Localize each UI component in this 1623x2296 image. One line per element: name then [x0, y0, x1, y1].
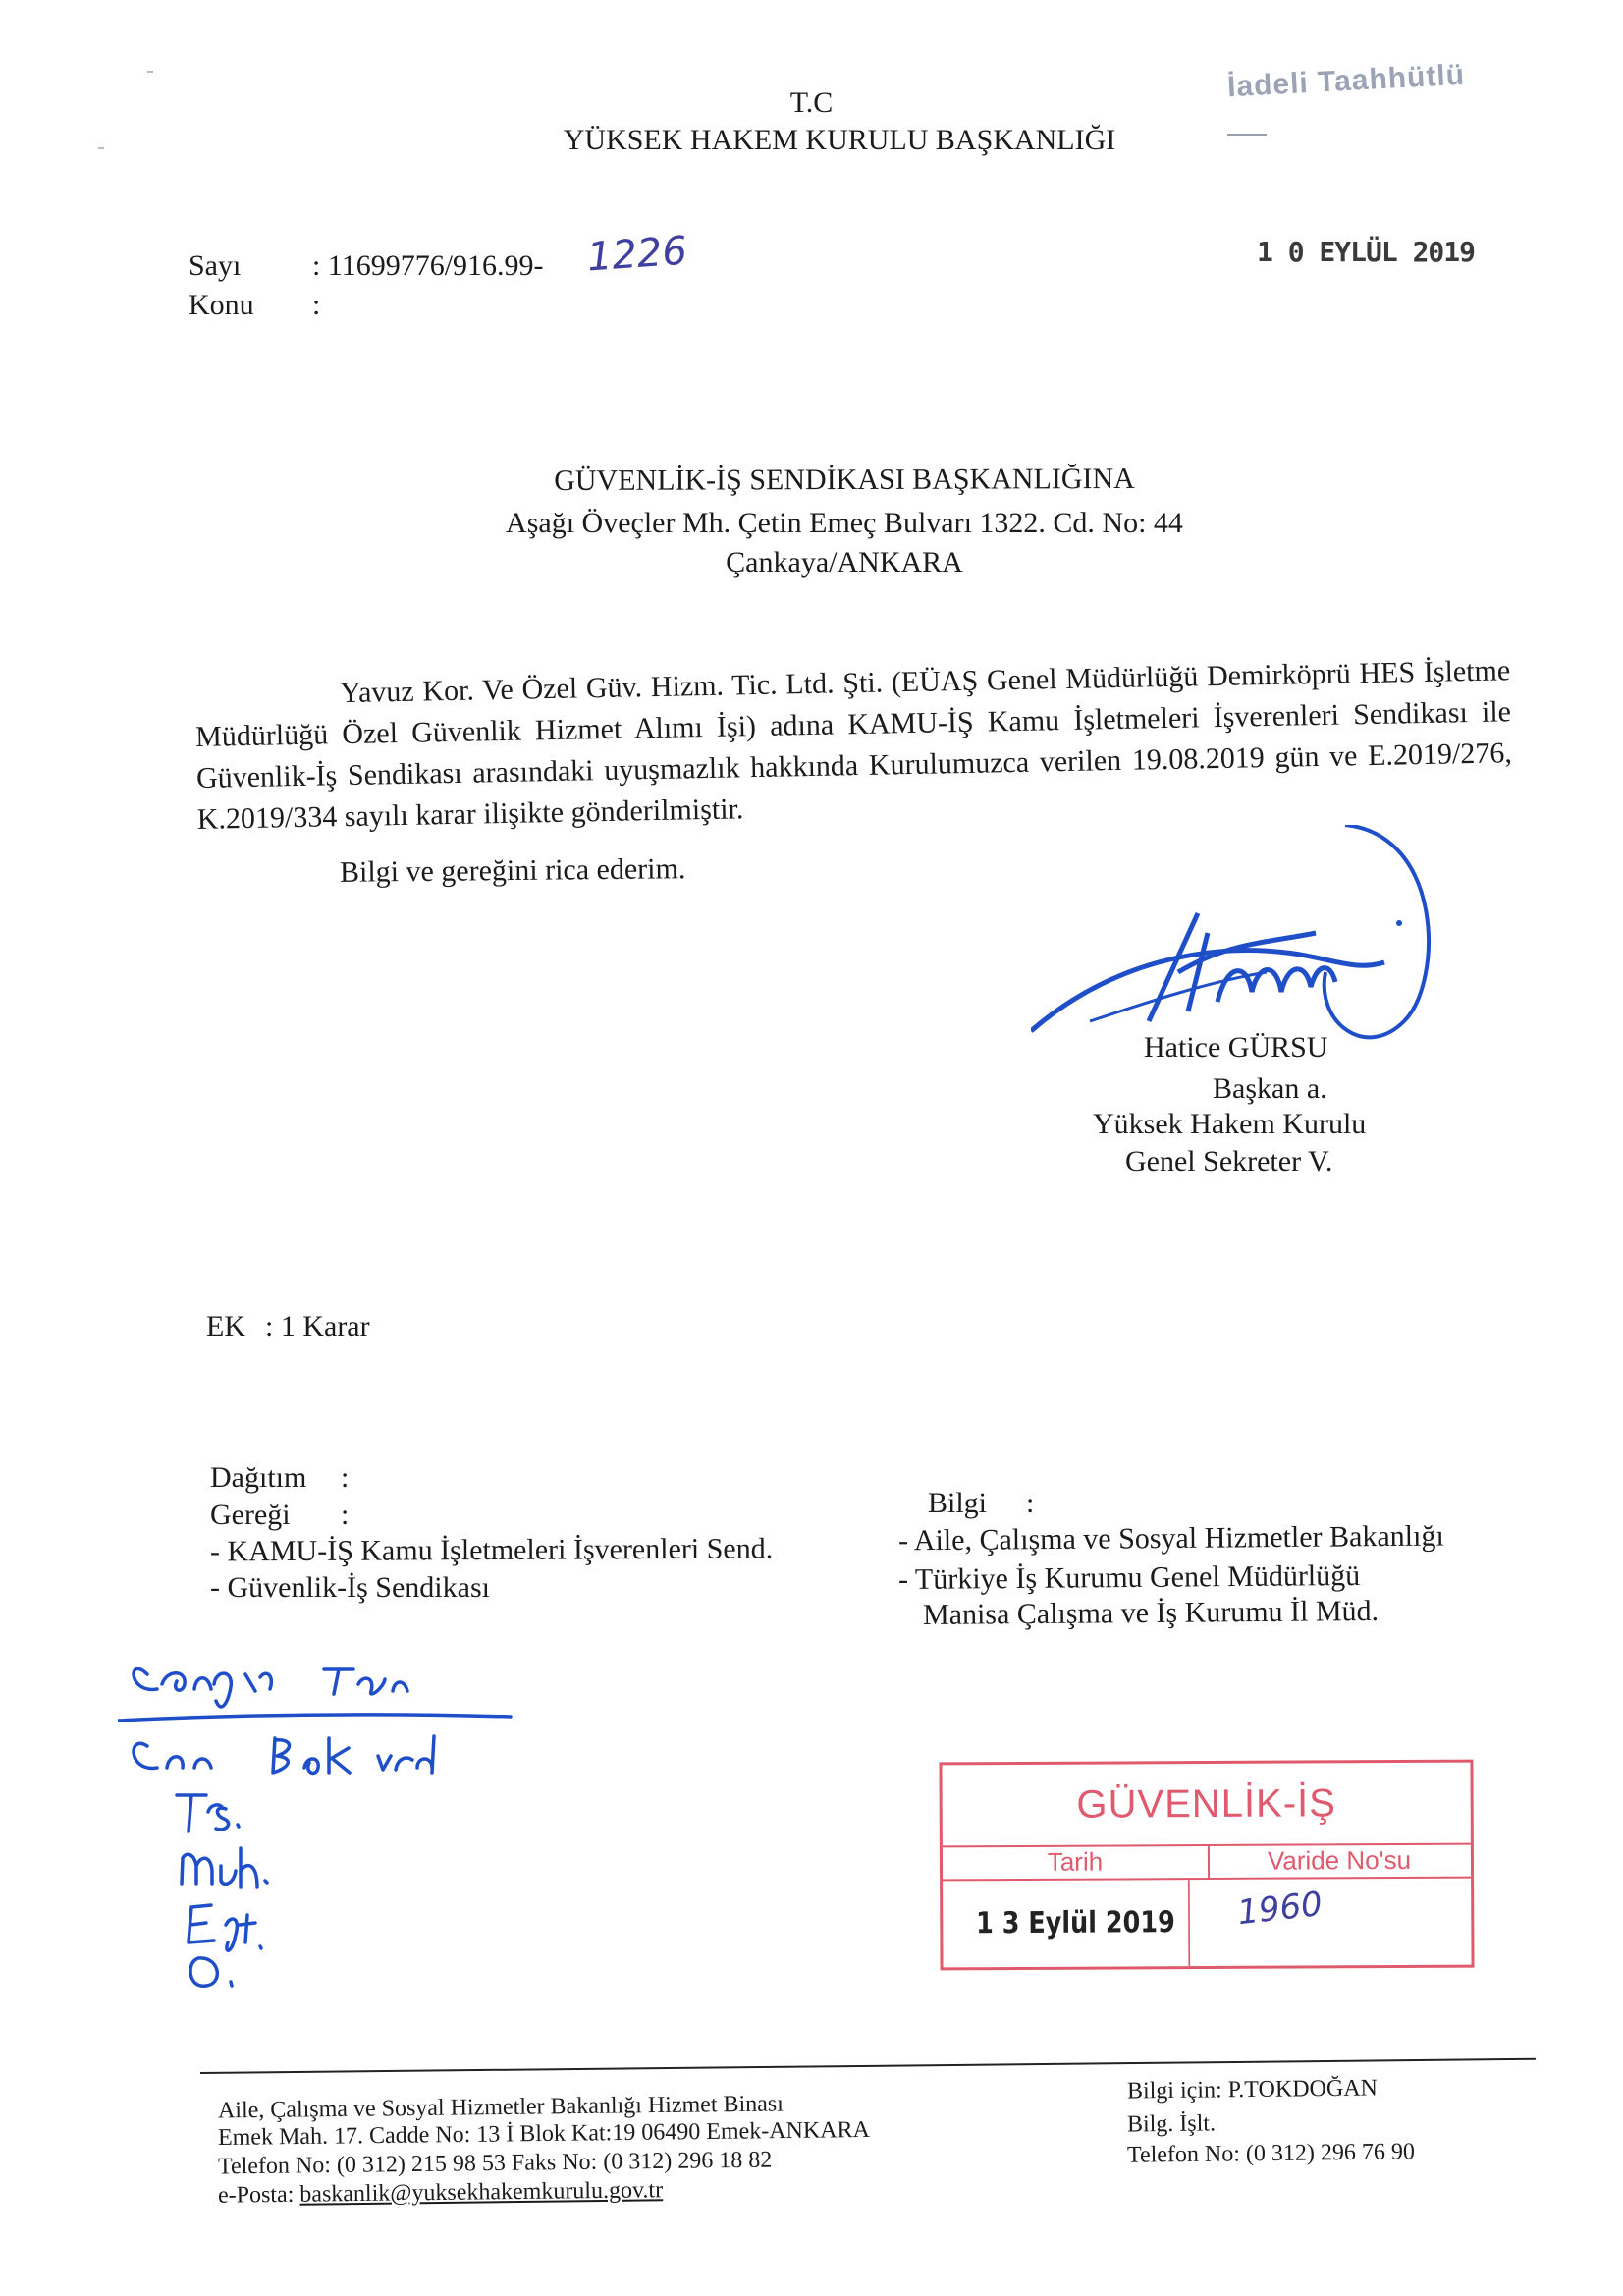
- signatory-title-3: Genel Sekreter V.: [1125, 1145, 1333, 1177]
- footer-contact-person: Bilgi için: P.TOKDOĞAN: [1126, 2075, 1379, 2105]
- konu-value: :: [312, 289, 321, 321]
- received-stamp-date: 1 3 Eylül 2019: [962, 1880, 1190, 1967]
- body-paragraph: Yavuz Kor. Ve Özel Güv. Hizm. Tic. Ltd. Şti. (EÜAŞ Genel Müdürlüğü Demirköprü HES İşletme Müdürlüğü Özel Güvenlik Hizmet Alımı İşi) adına KAMU-İŞ Kamu İşletmeleri İşverenleri Sendikası ile Güvenlik-İş Sendikası arasındaki uyuşmazlık hakkında Kurulumuzca verilen 19.08.2019 gün ve E.2019/276, K.2019/334 sayılı karar ilişikte gönderilmiştir.: [194, 654, 1513, 836]
- body-closing: Bilgi ve gereğini rica ederim.: [339, 852, 686, 889]
- footer-email-line: [218, 2177, 663, 2210]
- date-stamp: 1 0 EYLÜL 2019: [1257, 236, 1476, 268]
- distribution-label: Dağıtım: [210, 1461, 307, 1494]
- signatory-name: Hatice GÜRSU: [1144, 1031, 1328, 1064]
- addressee-name: GÜVENLİK-İŞ SENDİKASI BAŞKANLIĞINA: [554, 462, 1135, 498]
- addressee-city: Çankaya/ANKARA: [726, 546, 963, 578]
- header-country: T.C: [789, 86, 834, 119]
- signature-scribble: [1031, 825, 1473, 1061]
- received-stamp-number-header: Varide No'su: [1208, 1843, 1471, 1880]
- footer-contact-title: Bilg. İşlt.: [1126, 2110, 1217, 2138]
- info-colon: :: [1026, 1487, 1035, 1519]
- footer-phone-line: Telefon No: (0 312) 215 98 53 Faks No: (0 312) 296 18 82: [217, 2147, 773, 2180]
- footer-address-line: Aile, Çalışma ve Sosyal Hizmetler Bakanlığı Hizmet Binası: [217, 2091, 784, 2124]
- received-stamp-title: GÜVENLİK-İŞ: [942, 1763, 1470, 1848]
- action-label: Gereği: [210, 1499, 291, 1531]
- action-colon: :: [341, 1499, 350, 1531]
- sayi-label: Sayı: [189, 249, 242, 282]
- received-stamp: [939, 1760, 1474, 1971]
- header-organization: YÜKSEK HAKEM KURULU BAŞKANLIĞI: [563, 124, 1116, 156]
- info-label: Bilgi: [928, 1487, 988, 1519]
- info-recipient: - Türkiye İş Kurumu Genel Müdürlüğü: [897, 1558, 1361, 1597]
- action-recipient: - KAMU-İŞ Kamu İşletmeleri İşverenleri Send.: [209, 1532, 774, 1568]
- distribution-colon: :: [341, 1461, 350, 1494]
- konu-label: Konu: [189, 289, 254, 321]
- signatory-title-2: Yüksek Hakem Kurulu: [1093, 1108, 1367, 1140]
- footer-address-line: Emek Mah. 17. Cadde No: 13 İ Blok Kat:19 06490 Emek-ANKARA: [217, 2116, 871, 2152]
- info-recipient: Manisa Çalışma ve İş Kurumu İl Müd.: [922, 1594, 1380, 1632]
- footer-contact-phone: Telefon No: (0 312) 296 76 90: [1126, 2139, 1416, 2168]
- registered-mail-stamp: İadeli Taahhütlü: [1226, 58, 1466, 104]
- received-stamp-date-header: Tarih: [943, 1844, 1210, 1881]
- handwritten-routing-notes: [118, 1630, 530, 1994]
- received-stamp-number: 1960: [1235, 1884, 1325, 1934]
- scan-mark: [147, 71, 153, 73]
- letter-body: [194, 650, 1513, 841]
- info-recipient: - Aile, Çalışma ve Sosyal Hizmetler Bakanlığı: [897, 1519, 1444, 1558]
- sayi-value: : 11699776/916.99-: [312, 249, 544, 282]
- attachment-value: : 1 Karar: [265, 1310, 370, 1342]
- signatory-title-1: Başkan a.: [1213, 1072, 1327, 1105]
- addressee-street: Aşağı Öveçler Mh. Çetin Emeç Bulvarı 1322. Cd. No: 44: [506, 507, 1183, 539]
- footer-divider: [200, 2058, 1536, 2074]
- footer-email-label: e-Posta:: [217, 2181, 300, 2209]
- sayi-handwritten-number: 1226: [585, 228, 689, 281]
- attachment-label: EK: [206, 1310, 245, 1342]
- action-recipient: - Güvenlik-İş Sendikası: [210, 1571, 490, 1604]
- footer-email-link[interactable]: baskanlik@yuksekhakemkurulu.gov.tr: [299, 2177, 664, 2208]
